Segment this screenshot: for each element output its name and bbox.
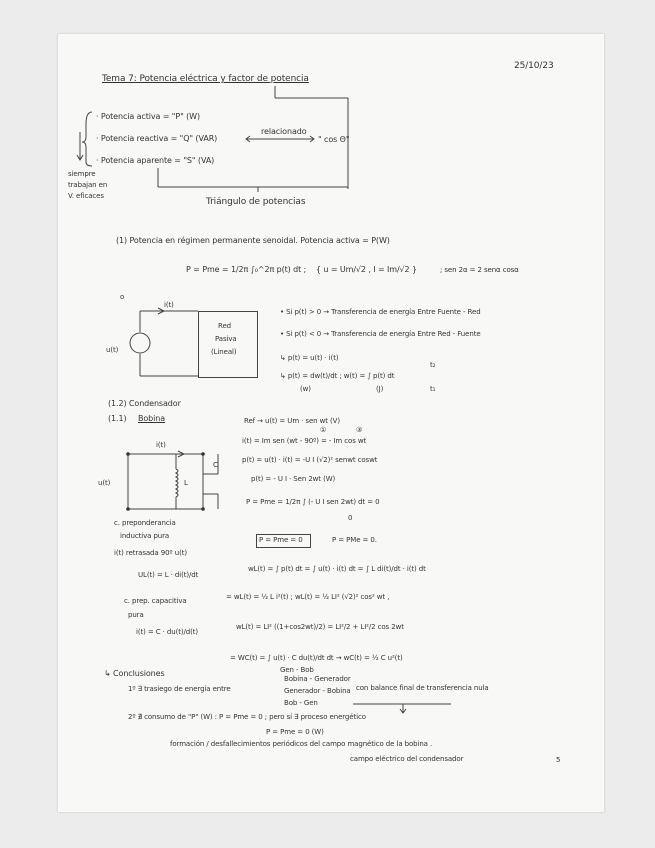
conclusions-title: ↳ Conclusiones [104, 669, 165, 678]
p-eq-2: p(t) = - U I · Sen 2wt (W) [251, 475, 336, 483]
power-active: · Potencia activa = "P" (W) [96, 112, 200, 121]
page-number: 5 [556, 756, 561, 764]
units-w: (w) [300, 385, 311, 393]
formula-sen: ; sen 2α = 2 senα cosα [440, 266, 519, 274]
small-circle: o [120, 293, 125, 301]
power-reactive: · Potencia reactiva = "Q" (VAR) [96, 134, 218, 143]
p-eq-1: p(t) = u(t) · i(t) = -U I (√2)² senwt coswt [242, 456, 378, 464]
pme-eq: P = Pme = 1/2π ∫ (- U I sen 2wt) dt = 0 [246, 498, 380, 506]
network-line-3: (Lineal) [211, 348, 237, 356]
wl-eq-2: = wL(t) = ½ L i²(t) ; wL(t) = ½ LI² (√2)² cos² wt , [226, 593, 390, 601]
gen-bob-label: Gen - Bob [280, 666, 314, 674]
coil-inductor-label: L [184, 479, 188, 487]
eq-dw: ↳ p(t) = dw(t)/dt ; w(t) = ∫ p(t) dt [280, 372, 395, 380]
date: 25/10/23 [514, 61, 554, 71]
network-line-1: Red [218, 322, 231, 330]
wl-eq-3: wL(t) = LI² ((1+cos2wt)/2) = LI²/2 + LI²/2 cos 2wt [236, 623, 404, 631]
note-preponderancia: c. preponderancia [114, 519, 176, 527]
power-apparent: · Potencia aparente = "S" (VA) [96, 156, 215, 165]
coil-voltage-label: u(t) [98, 479, 111, 487]
triangle-label: Triángulo de potencias [206, 197, 306, 207]
conclusion-1-a: 1º ∃ trasiego de energía entre [128, 685, 231, 693]
side-note-2: trabajan en [68, 181, 108, 189]
units-j: (J) [376, 385, 384, 393]
conclusion-2: 2º ∄ consumo de "P" (W) : P = Pme = 0 ; pero sí ∃ proceso energético [128, 713, 366, 721]
relation-label: relacionado [261, 127, 307, 136]
cos-label: " cos Θ" [318, 135, 350, 144]
section-1-title: (1) Potencia en régimen permanente senoidal. Potencia activa = P(W) [116, 236, 390, 245]
ul-eq: UL(t) = L · di(t)/dt [138, 571, 199, 579]
wl-eq-1: wL(t) = ∫ p(t) dt = ∫ u(t) · i(t) dt = ∫ L di(t)/dt · i(t) dt [248, 565, 426, 573]
subsection-1-2: (1.2) Condensador [108, 399, 181, 408]
conclusion-4: campo eléctrico del condensador [350, 755, 464, 763]
note-inductiva: inductiva pura [120, 532, 170, 540]
i-eq: i(t) = Im sen (wt - 90º) = - Im cos wt [242, 437, 367, 445]
circuit-voltage-label: u(t) [106, 346, 119, 354]
coil-current-label: i(t) [156, 441, 166, 449]
boxed-eq: P = Pme = 0 [259, 536, 303, 544]
circled-1: ① [320, 426, 327, 434]
circled-3: ③ [356, 426, 363, 434]
ref-eq: Ref → u(t) = Um · sen wt (V) [244, 417, 340, 425]
cap-note-2: pura [128, 611, 144, 619]
conclusion-3: formación / desfallecimientos periódicos del campo magnético de la bobina . [170, 740, 433, 748]
int-upper: t₂ [430, 361, 436, 369]
subsection-1-1-num: (1.1) [108, 414, 127, 423]
bullet-positive: • Si p(t) > 0 → Transferencia de energía Entre Fuente - Red [280, 308, 481, 316]
note-retrasada: i(t) retrasada 90º u(t) [114, 549, 187, 557]
circled-0: 0 [348, 514, 353, 522]
pme-eq-2: P = PMe = 0. [332, 536, 377, 544]
wl-eq-4: = WC(t) = ∫ u(t) · C du(t)/dt dt → wC(t) = ½ C u²(t) [230, 654, 403, 662]
network-line-2: Pasiva [215, 335, 237, 343]
formula-brace: { u = Um/√2 , I = Im/√2 } [316, 265, 417, 274]
side-note-3: V. eficaces [68, 192, 104, 200]
cap-note-1: c. prep. capacitiva [124, 597, 187, 605]
topic-title: Tema 7: Potencia eléctrica y factor de potencia [102, 74, 309, 84]
circuit-current-label: i(t) [164, 301, 174, 309]
bullet-negative: • Si p(t) < 0 → Transferencia de energía Entre Red - Fuente [280, 330, 481, 338]
side-note-1: siempre [68, 170, 96, 178]
conclusion-2-sub: P = Pme = 0 (W) [266, 728, 324, 736]
int-lower: t₁ [430, 385, 436, 393]
conclusion-1-b2: Generador - Bobina [284, 687, 351, 695]
coil-capacitor-label: C [213, 461, 218, 469]
bob-gen-label: Bob - Gen [284, 699, 318, 707]
conclusion-1-c: con balance final de transferencia nula [356, 684, 489, 692]
formula-p: P = Pme = 1/2π ∫₀^2π p(t) dt ; [186, 265, 307, 274]
subsection-1-1-name: Bobina [138, 414, 166, 423]
notebook-page [58, 34, 604, 812]
eq-p-ui: ↳ p(t) = u(t) · i(t) [280, 354, 339, 362]
ic-eq: i(t) = C · du(t)/d(t) [136, 628, 199, 636]
conclusion-1-b1: Bobina - Generador [284, 675, 351, 683]
